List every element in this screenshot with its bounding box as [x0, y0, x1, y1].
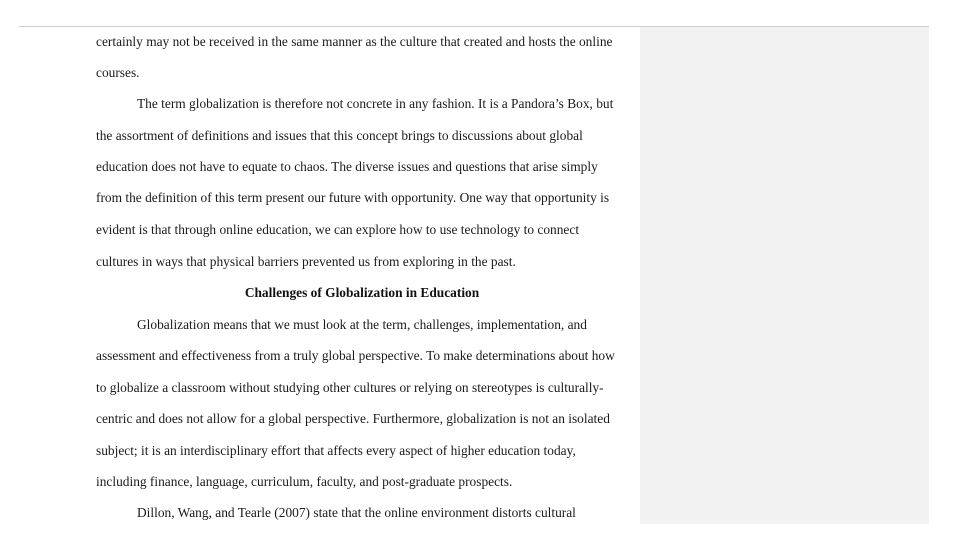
- text-line: the assortment of definitions and issues that this concept brings to discussions about global: [96, 128, 583, 143]
- side-panel: [640, 27, 929, 524]
- text-line: education does not have to equate to chaos. The diverse issues and questions that arise simply: [96, 159, 598, 174]
- text-line: from the definition of this term present our future with opportunity. One way that opportunity is: [96, 190, 610, 205]
- text-line: evident is that through online education, we can explore how to use technology to connect: [96, 222, 580, 237]
- paragraph-first-line: Globalization means that we must look at the term, challenges, implementation, and: [137, 317, 587, 332]
- paragraph-first-line: Dillon, Wang, and Tearle (2007) state that the online environment distorts cultural: [137, 505, 576, 520]
- text-line: assessment and effectiveness from a truly global perspective. To make determinations about how: [96, 348, 615, 363]
- text-line: centric and does not allow for a global perspective. Furthermore, globalization is not an isolated: [96, 411, 610, 426]
- text-line: cultures in ways that physical barriers prevented us from exploring in the past.: [96, 254, 516, 269]
- text-line: including finance, language, curriculum, faculty, and post-graduate prospects.: [96, 474, 513, 489]
- text-line: subject; it is an interdisciplinary effort that affects every aspect of higher education today,: [96, 443, 576, 458]
- text-line: to globalize a classroom without studying other cultures or relying on stereotypes is culturally-: [96, 380, 604, 395]
- section-heading: Challenges of Globalization in Education: [244, 285, 480, 300]
- text-line: courses.: [96, 65, 140, 80]
- text-line: certainly may not be received in the same manner as the culture that created and hosts the online: [96, 34, 613, 49]
- document-page: [0, 27, 640, 524]
- paragraph-first-line: The term globalization is therefore not concrete in any fashion. It is a Pandora’s Box, but: [137, 96, 614, 111]
